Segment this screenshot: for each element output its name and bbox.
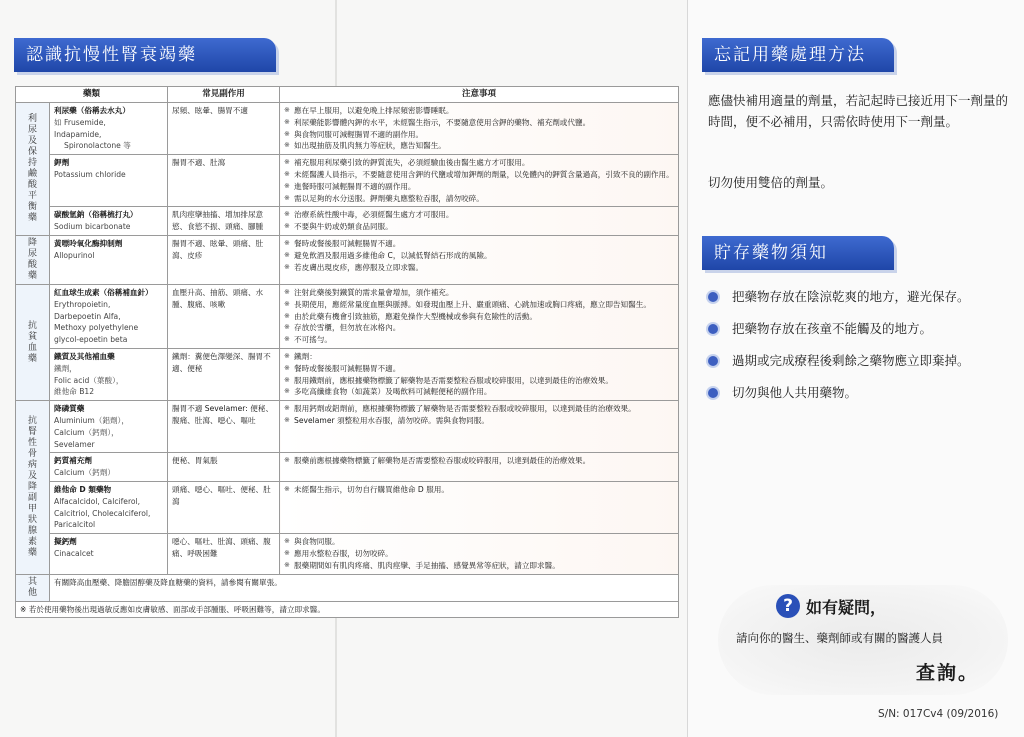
notes-cell (280, 348, 679, 400)
notes-cell (280, 534, 679, 574)
note-item: ※ 餐時或餐後服可減輕腸胃不適。 (284, 238, 674, 250)
notes-cell (280, 284, 679, 348)
category-label: 利尿及保持鹼酸平衡藥 (27, 113, 37, 223)
drug-generic-name: Paricalcitol (54, 520, 96, 530)
drug-generic-name: Sodium bicarbonate (54, 222, 131, 232)
note-item: ※ 服藥前應根據藥物標籤了解藥物是否需要整粒吞服或咬碎服用，以達到最佳的治療效果。 (284, 455, 674, 467)
note-item: ※ 應用水整粒吞服，切勿咬碎。 (284, 548, 674, 560)
note-item: ※ Sevelamer 須整粒用水吞服，請勿咬碎。需與食物同服。 (284, 415, 674, 427)
notes-cell (280, 155, 679, 207)
drug-generic-name: 維他命 B12 (54, 387, 95, 397)
note-item: ※ 若皮膚出現皮疹，應停服及立即求醫。 (284, 262, 674, 274)
list-item: 把藥物存放在陰涼乾爽的地方，避光保存。 (708, 287, 1018, 319)
table-row (16, 348, 679, 400)
note-item: ※ 需以足夠的水分送服。鉀劑藥丸應整粒吞服，請勿咬碎。 (284, 193, 674, 205)
drug-generic-name: Calcium（鈣劑） (54, 468, 115, 478)
drug-generic-name: Erythropoietin, (54, 299, 111, 309)
table-row (16, 235, 679, 284)
table-row (16, 155, 679, 207)
drug-cell (50, 155, 168, 207)
note-item: ※ 不可搖勻。 (284, 334, 674, 346)
note-item: ※ 進餐時服可減輕腸胃不適的副作用。 (284, 181, 674, 193)
side-effect-cell: 便秘、胃氣脹 (168, 453, 280, 482)
drug-name: 利尿藥（俗稱去水丸） (54, 106, 130, 115)
side-effect-cell: 腸胃不適 Sevelamer: 便秘、腹痛、肚瀉、噁心、嘔吐 (168, 401, 280, 453)
side-effect-cell: 尿頻、眩暈、腸胃不適 (168, 103, 280, 155)
drug-generic-name: Allopurinol (54, 250, 95, 260)
note-item: ※ 不要與牛奶或奶類食品同服。 (284, 221, 674, 233)
drug-name: 紅血球生成素（俗稱補血針） (54, 287, 153, 297)
right-panel (687, 0, 1024, 737)
drug-generic-name: Folic acid（葉酸）， (54, 375, 124, 385)
storage-banner: 貯存藥物須知 (702, 236, 894, 270)
notes-cell (280, 103, 679, 155)
drug-generic-name: Calcitriol, Cholecalciferol, (54, 508, 151, 518)
left-banner-title: 認識抗慢性腎衰竭藥 (14, 38, 276, 72)
drug-generic-name: Alfacalcidol, Calciferol, (54, 496, 141, 506)
category-cell (16, 235, 50, 284)
category-cell (16, 574, 50, 601)
note-item: ※ 利尿藥能影響體內鉀的水平，未經醫生指示，不要隨意使用含鉀的藥物、補充劑或代鹽。 (284, 117, 674, 129)
table-row (16, 601, 679, 618)
category-label: 抗貧血藥 (27, 320, 37, 364)
drug-generic-name: 鐵劑， (54, 363, 77, 373)
drug-name: 黃嘌呤氧化酶抑制劑 (54, 238, 123, 248)
header-drug: 藥類 (16, 87, 168, 103)
drug-cell (50, 453, 168, 482)
notes-list (284, 209, 674, 233)
notes-list (284, 536, 674, 571)
note-item: ※ 長期使用，應經常量度血壓與脈搏。如發現血壓上升、嚴重頭痛、心跳加速或胸口疼痛，應立即告知醫生。 (284, 299, 674, 311)
note-item: ※ 應在早上服用，以避免晚上排尿頻密影響睡眠。 (284, 105, 674, 117)
note-item: ※ 注射此藥後對鐵質的需求量會增加，須作補充。 (284, 287, 674, 299)
drug-cell (50, 348, 168, 400)
drug-generic-name: Sevelamer (54, 439, 95, 449)
note-item: ※ 與食物同服。 (284, 536, 674, 548)
medication-table (15, 86, 679, 618)
drug-name: 碳酸氫鈉（俗稱梳打丸） (54, 210, 138, 220)
drug-generic-name: 如 Frusemide, (54, 117, 106, 127)
note-item: ※ 補充服用利尿藥引致的鉀質流失，必須經驗血後由醫生處方才可服用。 (284, 157, 674, 169)
category-label: 其他 (27, 576, 37, 598)
drug-generic-name: Methoxy polyethylene (54, 323, 139, 333)
list-item: 切勿與他人共用藥物。 (708, 383, 1018, 415)
drug-name: 維他命 D 類藥物 (54, 484, 112, 494)
notes-cell (280, 401, 679, 453)
side-effect-cell: 腸胃不適、眩暈、頭痛、肚瀉、皮疹 (168, 235, 280, 284)
forgot-dose-banner: 忘記用藥處理方法 (702, 38, 894, 72)
notes-cell (280, 235, 679, 284)
notes-list (284, 287, 674, 346)
drug-cell (50, 235, 168, 284)
header-side-effects: 常見副作用 (168, 87, 280, 103)
category-cell (16, 401, 50, 574)
drug-generic-name: glycol-epoetin beta (54, 335, 128, 345)
category-label: 抗腎性骨病及降副甲狀腺素藥 (27, 415, 37, 558)
question-icon: ? (776, 594, 800, 618)
allergy-note: ※ 若於使用藥物後出現過敏反應如皮膚敏感、面部或手部腫脹、呼吸困難等，請立即求醫。 (16, 601, 679, 618)
drug-cell (50, 284, 168, 348)
storage-list (708, 287, 1018, 415)
header-notes: 注意事項 (280, 87, 679, 103)
list-item: 把藥物存放在孩童不能觸及的地方。 (708, 319, 1018, 351)
table-row (16, 103, 679, 155)
note-item: ※ 未經醫生指示，切勿自行購買維他命 D 服用。 (284, 484, 674, 496)
notes-list (284, 351, 674, 398)
notes-list (284, 157, 674, 204)
notes-list (284, 238, 674, 273)
side-effect-cell: 血壓升高、抽筋、頭痛、水腫、腹痛、咳嗽 (168, 284, 280, 348)
table-row (16, 401, 679, 453)
note-item: ※ 服藥期間如有肌肉疼痛、肌肉痙攣、手足抽搐、感覺異常等症狀，請立即求醫。 (284, 560, 674, 572)
notes-list (284, 455, 674, 467)
note-item: ※ 多吃高纖維食物（如蔬菜）及喝飲料可減輕便秘的副作用。 (284, 386, 674, 398)
side-effect-cell: 腸胃不適、肚瀉 (168, 155, 280, 207)
drug-name: 鐵質及其他補血藥 (54, 351, 115, 361)
side-effect-cell: 鐵劑：糞便色澤變深、腸胃不適、便秘 (168, 348, 280, 400)
drug-name: 擬鈣劑 (54, 537, 77, 547)
table-row (16, 207, 679, 236)
note-item: ※ 治療系統性酸中毒，必須經醫生處方才可服用。 (284, 209, 674, 221)
category-label: 降尿酸藥 (27, 237, 37, 281)
note-item: ※ 餐時或餐後服可減輕腸胃不適。 (284, 363, 674, 375)
note-item: ※ 如出現抽筋及肌肉無力等症狀，應告知醫生。 (284, 140, 674, 152)
drug-cell (50, 401, 168, 453)
forgot-dose-text: 應儘快補用適量的劑量，若記起時已接近用下一劑量的時間，便不必補用，只需依時使用下一劑量。 (708, 93, 1009, 129)
drug-generic-name: Spironolactone 等 (64, 141, 131, 151)
note-item: ※ 鐵劑： (284, 351, 674, 363)
enquiry-text: 請向你的醫生、藥劑師或有關的醫護人員 (736, 631, 943, 645)
side-effect-cell: 噁心、嘔吐、肚瀉、頭痛、腹痛、呼吸困難 (168, 534, 280, 574)
notes-cell (280, 481, 679, 533)
other-notes-cell: 有關降高血壓藥、降膽固醇藥及降血糖藥的資料，請參閱有關單張。 (50, 574, 679, 601)
serial-number: S/N: 017Cv4 (09/2016) (878, 708, 999, 720)
drug-generic-name: Aluminium（鋁劑）， (54, 415, 129, 425)
enquiry-title: 如有疑問， (806, 598, 887, 617)
note-item: ※ 避免飲酒及服用過多維他命 C，以減低腎結石形成的風險。 (284, 250, 674, 262)
double-dose-warning: 切勿使用雙倍的劑量。 (708, 175, 834, 190)
drug-generic-name: Cinacalcet (54, 548, 94, 558)
note-item: ※ 服用鈣劑或鋁劑前，應根據藥物標籤了解藥物是否需要整粒吞服或咬碎服用，以達到最佳的治療效果。 (284, 403, 674, 415)
notes-cell (280, 207, 679, 236)
drug-generic-name: Calcium（鈣劑）， (54, 427, 119, 437)
note-item: ※ 與食物同服可減輕腸胃不適的副作用。 (284, 129, 674, 141)
table-header-row (16, 87, 679, 103)
drug-cell (50, 481, 168, 533)
drug-name: 鉀劑 (54, 158, 70, 168)
side-effect-cell: 肌肉痙攣抽搐、增加排尿意慾、食慾不振、頭痛、腳腫 (168, 207, 280, 236)
drug-generic-name: Indapamide, (54, 129, 102, 139)
drug-name: 降磷質藥 (54, 404, 85, 414)
side-effect-cell: 頭痛、噁心、嘔吐、便秘、肚瀉 (168, 481, 280, 533)
notes-cell (280, 453, 679, 482)
table-row (16, 481, 679, 533)
category-cell (16, 103, 50, 236)
drug-cell (50, 103, 168, 155)
category-cell (16, 284, 50, 400)
note-item: ※ 服用鐵劑前，應根據藥物標籤了解藥物是否需要整粒吞服或咬碎服用，以達到最佳的治療效果。 (284, 375, 674, 387)
enquiry-query: 查詢。 (916, 662, 980, 684)
drug-generic-name: Darbepoetin Alfa, (54, 311, 121, 321)
drug-cell (50, 534, 168, 574)
notes-list (284, 403, 674, 427)
table-row (16, 284, 679, 348)
table-row (16, 453, 679, 482)
notes-list (284, 484, 674, 496)
table-row (16, 574, 679, 601)
drug-cell (50, 207, 168, 236)
drug-name: 鈣質補充劑 (54, 456, 92, 466)
drug-generic-name: Potassium chloride (54, 169, 126, 179)
table-row (16, 534, 679, 574)
note-item: ※ 存放於雪櫃，但勿放在冰格內。 (284, 322, 674, 334)
list-item: 過期或完成療程後剩餘之藥物應立即棄掉。 (708, 351, 1018, 383)
note-item: ※ 由於此藥有機會引致抽筋，應避免操作大型機械或參與有危險性的活動。 (284, 311, 674, 323)
note-item: ※ 未經醫護人員指示，不要隨意使用含鉀的代鹽或增加鉀劑的劑量，以免體內的鉀質含量過高，引致不良的副作用。 (284, 169, 674, 181)
notes-list (284, 105, 674, 152)
